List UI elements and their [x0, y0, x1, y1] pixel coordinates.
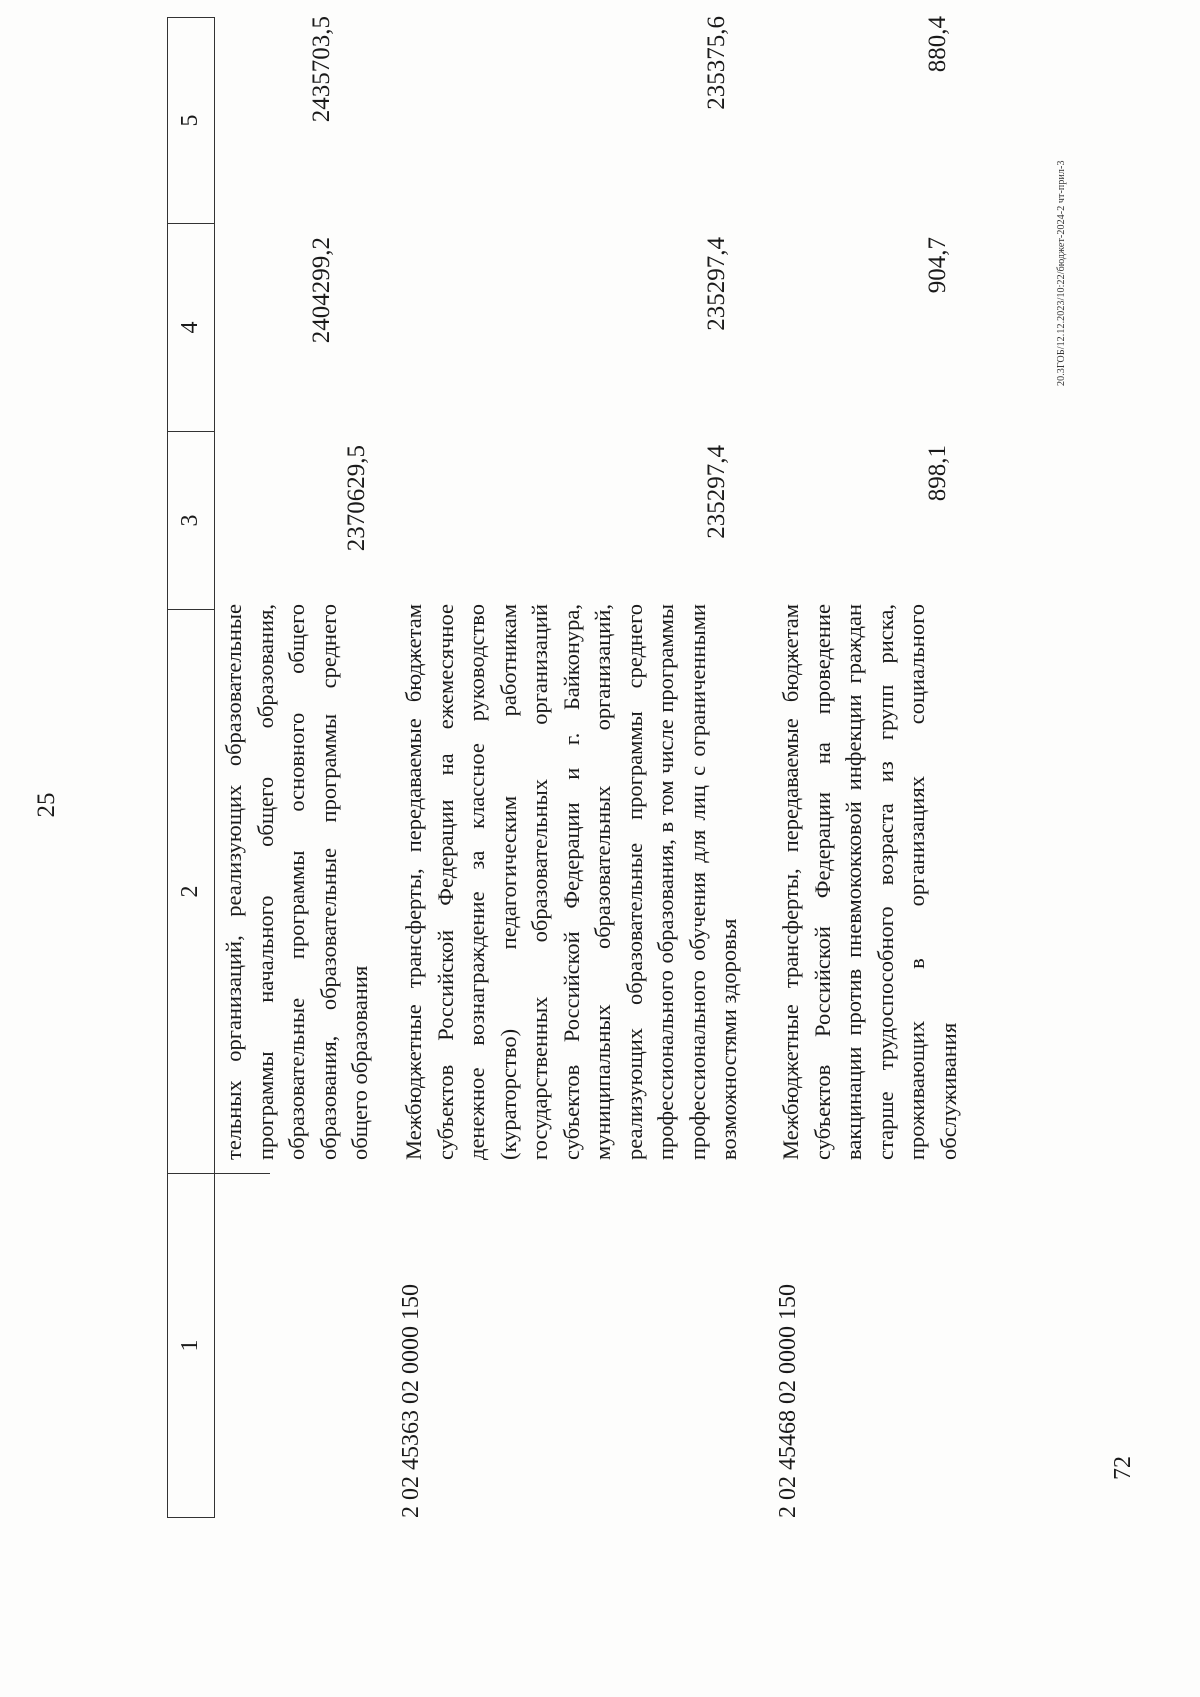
- row-1-value-col5: 2435703,5: [308, 16, 335, 123]
- row-3-code: 2 02 45468 02 0000 150: [775, 1284, 801, 1518]
- header-col-3: 3: [167, 432, 215, 610]
- column-divider: [215, 1173, 270, 1174]
- row-2-code: 2 02 45363 02 0000 150: [398, 1284, 424, 1518]
- header-col-1: 1: [167, 1174, 215, 1518]
- row-3-value-col5: 880,4: [924, 16, 951, 73]
- row-3-description: Межбюджетные трансферты, передаваемые бюджетам субъектов Российской Федерации на проведение вакцинации против пневмококковой инфекции граждан старше трудоспособного возраста из групп риска, проживающих в организациях социального обслуживания: [778, 604, 961, 1160]
- row-1-value-col4: 2404299,2: [308, 237, 335, 344]
- header-col-4: 4: [167, 224, 215, 432]
- page-number: 25: [33, 792, 60, 818]
- row-2-description: Межбюджетные трансферты, передаваемые бюджетам субъектов Российской Федерации на ежемесячное денежное вознаграждение за классное руководство (кураторство) педагогическим работникам государственных образовательных организаций субъектов Российской Федерации и г. Байконура, муниципальных образовательных организаций, реализующих образовательные программы среднего профессионального образования, в том числе программы профессионального обучения для лиц с ограниченными возможностями здоровья: [401, 604, 741, 1160]
- row-2-value-col3: 235297,4: [703, 445, 730, 539]
- row-1-description: тельных организаций, реализующих образовательные программы начального общего образования, образовательные программы основного общего образования, образовательные программы среднего общего образования: [221, 604, 372, 1160]
- row-2-value-col4: 235297,4: [703, 237, 730, 331]
- row-1-value-col3: 2370629,5: [343, 445, 370, 552]
- sheet-number: 72: [1110, 1456, 1136, 1480]
- row-3-value-col3: 898,1: [924, 445, 951, 502]
- header-col-5: 5: [167, 17, 215, 224]
- row-2-value-col5: 235375,6: [703, 16, 730, 110]
- header-col-2: 2: [167, 610, 215, 1174]
- footer-document-code: 20.3ГОБ/12.12.2023/10:22/бюджет-2024-2 чт-прил-3: [1056, 160, 1067, 386]
- row-3-value-col4: 904,7: [924, 237, 951, 294]
